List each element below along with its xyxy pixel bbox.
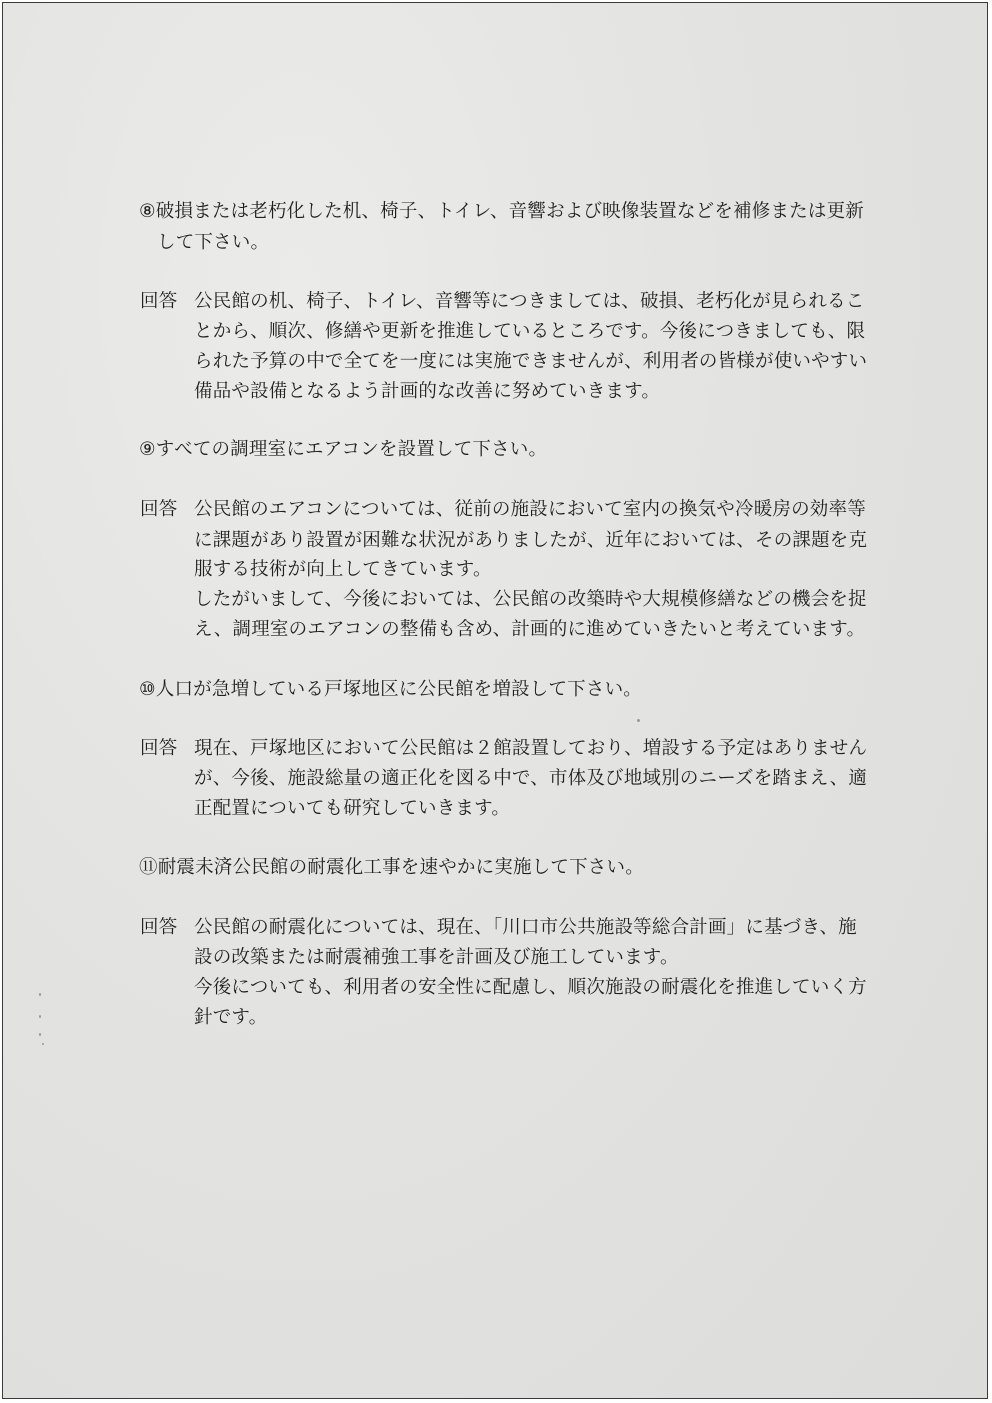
answer-8-line-3: られた予算の中で全てを一度には実施できませんが、利用者の皆様が使いやすい	[194, 351, 868, 372]
question-9-line-1: ⑨すべての調理室にエアコンを設置して下さい。	[139, 439, 548, 460]
answer-label-10: 回答	[140, 738, 178, 759]
answer-11-line-1: 公民館の耐震化については、現在、「川口市公共施設等総合計画」に基づき、施	[194, 917, 857, 938]
answer-label-9: 回答	[140, 499, 178, 520]
scan-speck	[39, 1033, 41, 1036]
answer-8-line-2: とから、順次、修繕や更新を推進しているところです。今後につきましても、限	[194, 321, 866, 342]
answer-8-line-1: 公民館の机、椅子、トイレ、音響等につきましては、破損、老朽化が見られるこ	[194, 291, 865, 312]
answer-10-line-2: が、今後、施設総量の適正化を図る中で、市体及び地域別のニーズを踏まえ、適	[194, 768, 868, 789]
answer-9-line-2: に課題があり設置が困難な状況がありましたが、近年においては、その課題を克	[194, 530, 868, 551]
answer-9-line-4: したがいまして、今後においては、公民館の改築時や大規模修繕などの機会を捉	[194, 589, 867, 610]
answer-label-8: 回答	[140, 291, 178, 312]
scan-speck	[637, 719, 640, 722]
answer-9-line-5: え、調理室のエアコンの整備も含め、計画的に進めていきたいと考えています。	[194, 619, 866, 640]
question-8-line-1: ⑧破損または老朽化した机、椅子、トイレ、音響および映像装置などを補修または更新	[139, 201, 864, 222]
question-10-line-1: ⑩人口が急増している戸塚地区に公民館を増設して下さい。	[139, 679, 642, 700]
answer-11-line-2: 設の改築または耐震補強工事を計画及び施工しています。	[194, 947, 679, 968]
answer-10-line-1: 現在、戸塚地区において公民館は２館設置しており、増設する予定はありません	[194, 738, 868, 759]
answer-8-line-4: 備品や設備となるよう計画的な改善に努めていきます。	[194, 381, 661, 402]
scan-speck	[39, 1015, 41, 1018]
answer-11-line-4: 針です。	[194, 1007, 268, 1028]
answer-10-line-3: 正配置についても研究していきます。	[194, 798, 511, 819]
scan-speck	[39, 993, 41, 996]
document-page	[2, 2, 988, 1399]
answer-11-line-3: 今後についても、利用者の安全性に配慮し、順次施設の耐震化を推進していく方	[194, 977, 867, 998]
question-8-line-2: して下さい。	[157, 232, 270, 253]
answer-9-line-3: 服する技術が向上してきています。	[194, 559, 492, 580]
question-11-line-1: ⑪耐震未済公民館の耐震化工事を速やかに実施して下さい。	[139, 857, 644, 878]
answer-9-line-1: 公民館のエアコンについては、従前の施設において室内の換気や冷暖房の効率等	[194, 499, 866, 520]
answer-label-11: 回答	[140, 917, 178, 938]
scan-speck	[42, 1043, 44, 1045]
